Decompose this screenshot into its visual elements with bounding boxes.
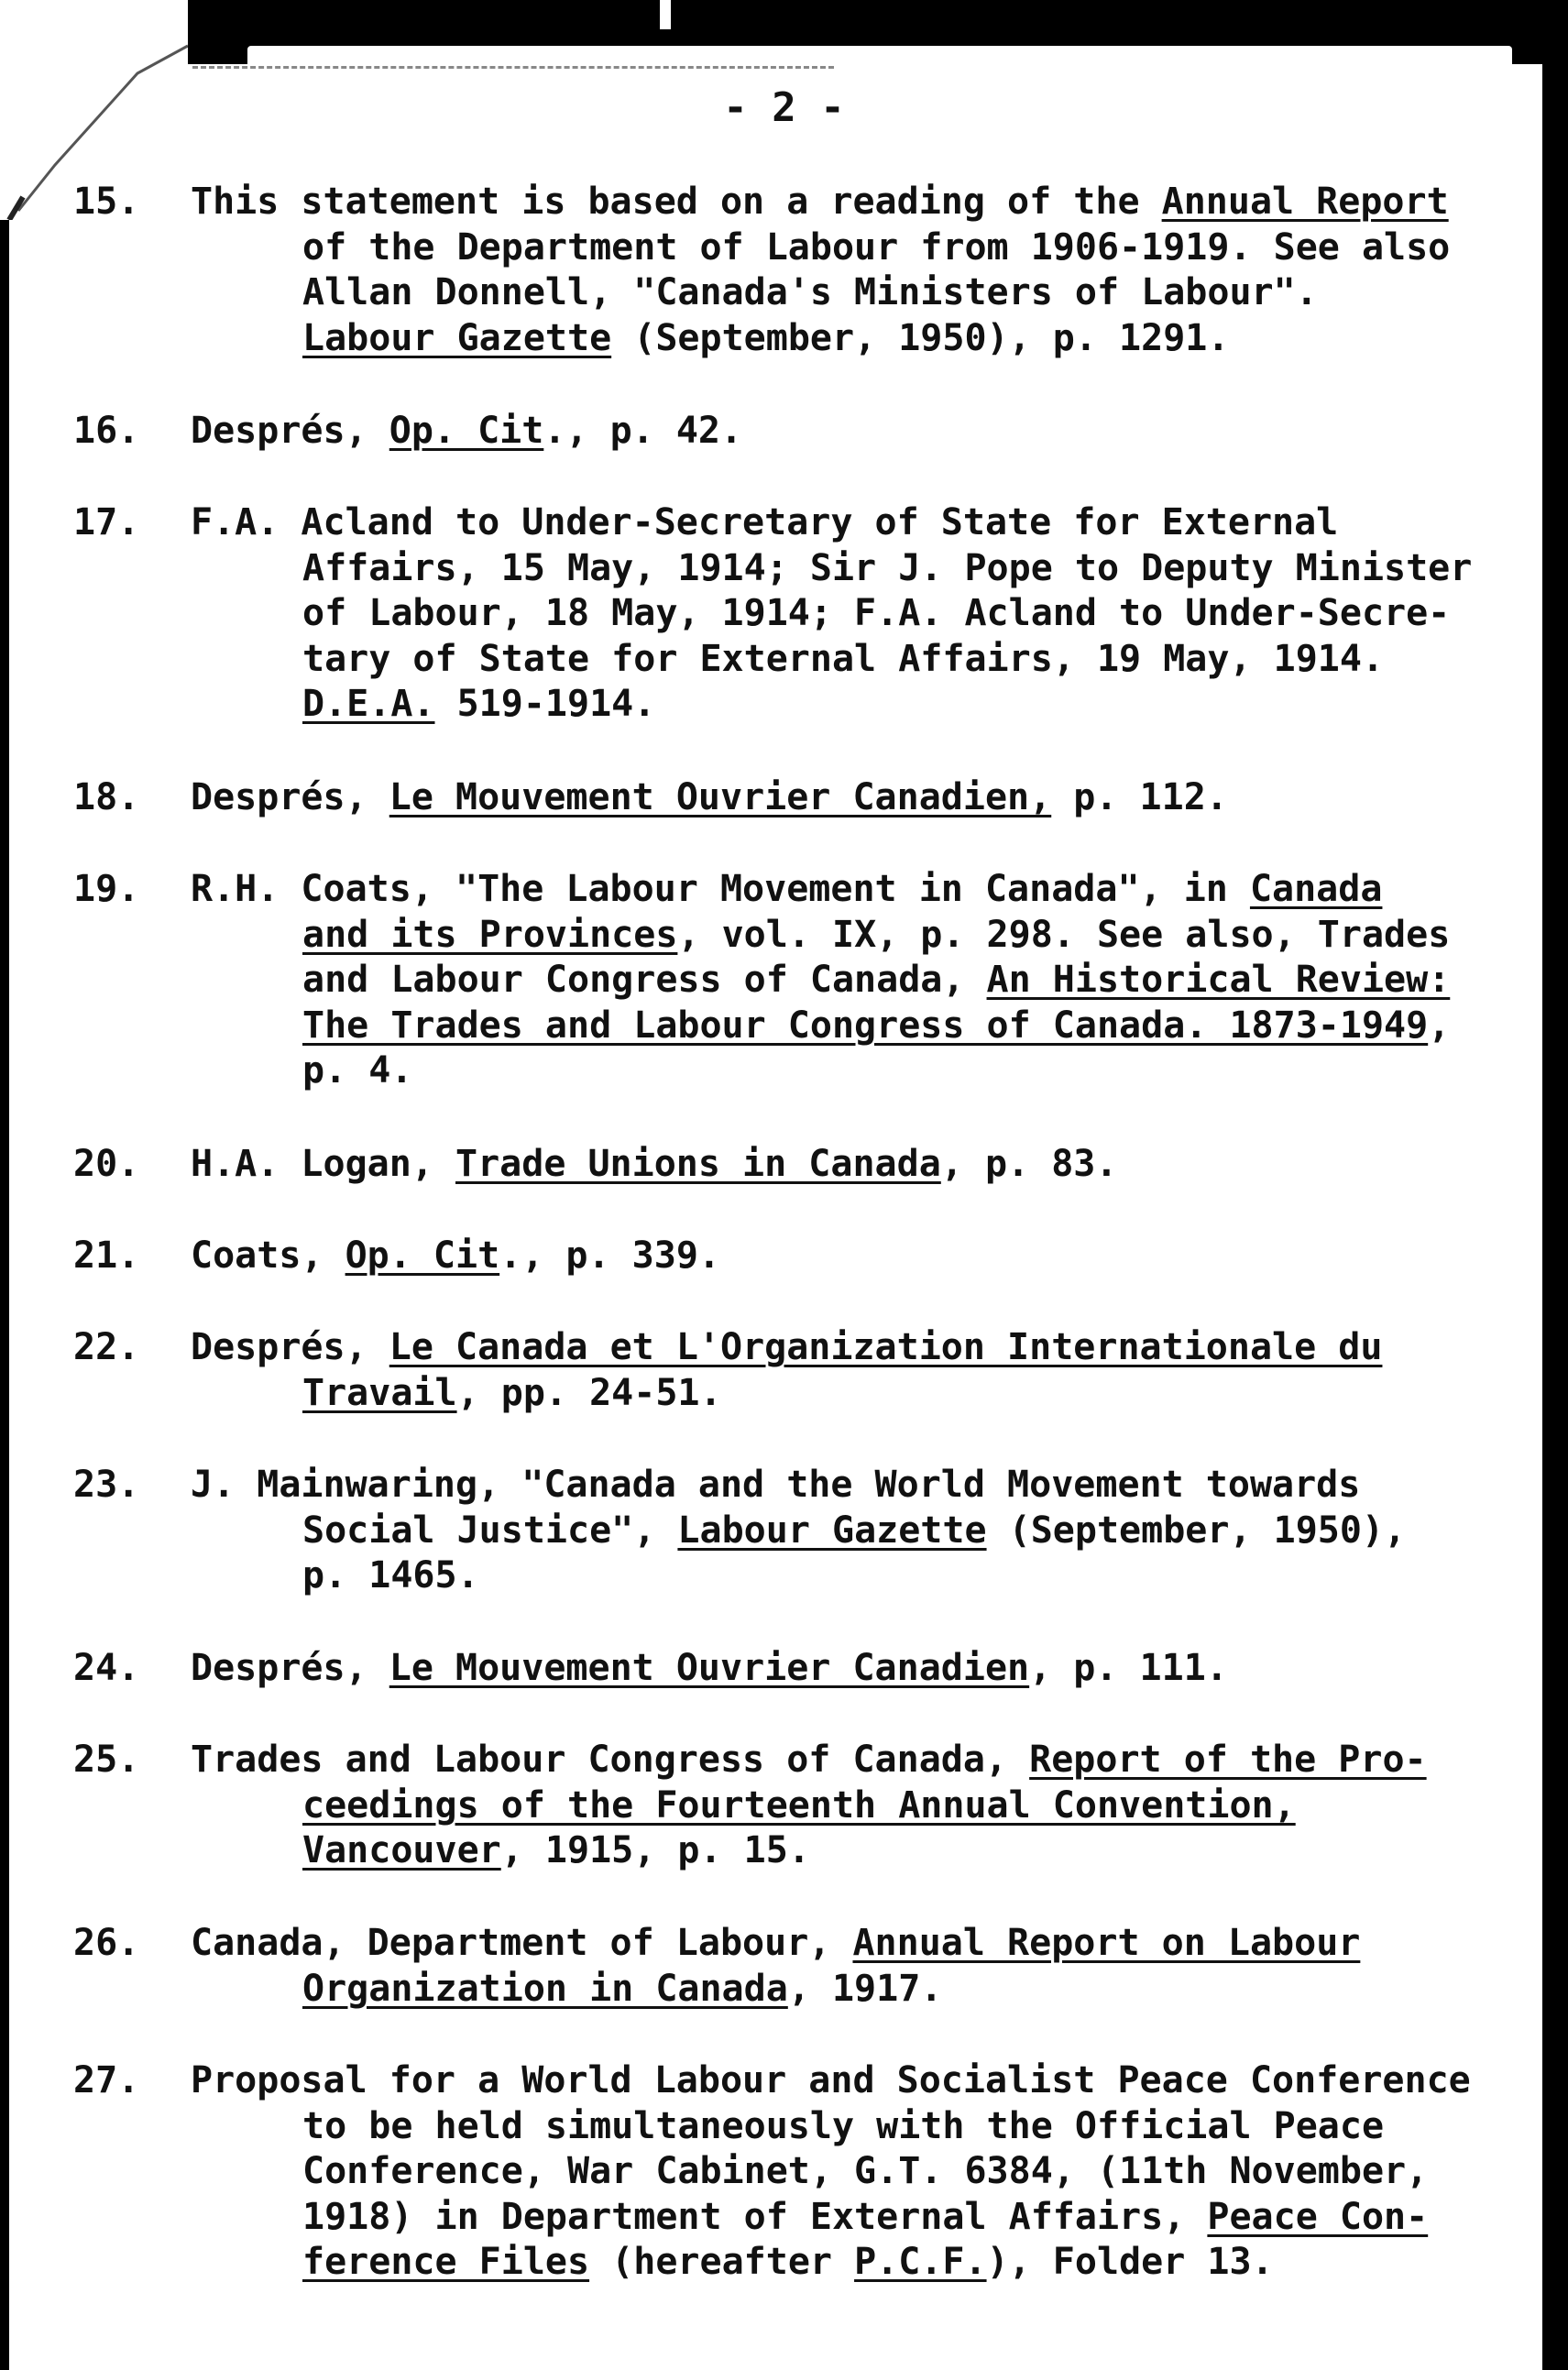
footnote-line [191, 1920, 1360, 1966]
footnote-text: R.H. Coats, "The Labour Movement in Canada", in [191, 868, 1250, 910]
footnote-text: of Labour, 18 May, 1914; F.A. Acland to Under-Secre- [302, 592, 1451, 634]
footnote-line [302, 1048, 412, 1093]
scan-border-top-inner [247, 46, 1512, 73]
footnote-line [302, 957, 1450, 1003]
footnote-text: , p. 111. [1029, 1647, 1228, 1689]
underlined-title: and its Provinces [302, 913, 678, 956]
footnote-line [191, 1462, 1360, 1508]
footnote-text: Allan Donnell, "Canada's Ministers of Labour". [302, 271, 1318, 313]
underlined-title: An Historical Review: [986, 959, 1451, 1001]
footnote-number: 19. [73, 868, 140, 910]
footnote-text: H.A. Logan, [191, 1143, 455, 1185]
footnote-line [302, 912, 1450, 958]
footnote-text: , [1428, 1004, 1451, 1047]
footnote-number: 24. [73, 1647, 140, 1689]
footnote-number: 22. [73, 1326, 140, 1368]
scan-notch [660, 0, 671, 29]
footnote-number: 16. [73, 410, 140, 452]
footnote-number: 18. [73, 776, 140, 818]
footnote-line [191, 408, 742, 454]
underlined-title: Travail [302, 1371, 457, 1414]
footnote-text: Després, [191, 410, 389, 452]
underlined-title: Trade Unions in Canada [455, 1143, 941, 1185]
footnote-number: 17. [73, 501, 140, 543]
footnote-line [302, 225, 1450, 270]
footnote-text: J. Mainwaring, "Canada and the World Movement towards [191, 1464, 1361, 1506]
footnote-text: p. 1465. [302, 1554, 479, 1596]
underlined-title: Le Mouvement Ouvrier Canadien [389, 1647, 1030, 1689]
footnote-line [302, 1553, 479, 1598]
footnote-line [302, 590, 1450, 636]
footnote-text: This statement is based on a reading of the [191, 181, 1162, 223]
footnote-line [302, 2148, 1428, 2194]
footnote-line [191, 1737, 1427, 1783]
underlined-title: Organization in Canada [302, 1967, 788, 2010]
footnote-line [302, 2194, 1428, 2240]
footnote-number: 21. [73, 1234, 140, 1277]
footnote-number: 27. [73, 2059, 140, 2101]
footnote-line [302, 1003, 1450, 1048]
footnote-line [302, 1966, 942, 2012]
underlined-title: ference Files [302, 2241, 590, 2283]
footnote-line [191, 1141, 1117, 1187]
underlined-title: The Trades and Labour Congress of Canada. 1873-1949 [302, 1004, 1429, 1047]
footnote-text: Canada, Department of Labour, [191, 1922, 853, 1964]
underlined-title: P.C.F. [854, 2241, 987, 2283]
underlined-title: Canada [1249, 868, 1383, 910]
footnote-text: (hereafter [589, 2241, 855, 2283]
underlined-title: Op. Cit [389, 410, 544, 452]
footnote-number: 23. [73, 1464, 140, 1506]
underlined-title: Labour Gazette [677, 1509, 987, 1552]
footnote-line [302, 315, 1229, 361]
footnote-text: , 1915, p. 15. [500, 1829, 810, 1871]
footnote-text: , pp. 24-51. [456, 1371, 722, 1414]
underlined-title: Le Canada et L'Organization Internationale du [389, 1326, 1383, 1368]
footnote-text: tary of State for External Affairs, 19 May, 1914. [302, 637, 1385, 680]
underlined-title: ceedings of the Fourteenth Annual Convention, [302, 1783, 1296, 1827]
footnote-text: Trades and Labour Congress of Canada, [191, 1739, 1030, 1781]
footnote-line [302, 2103, 1384, 2149]
footnote-text: Affairs, 15 May, 1914; Sir J. Pope to Deputy Minister [302, 546, 1473, 589]
footnote-text: ), Folder 13. [986, 2241, 1274, 2283]
footnote-text: of the Department of Labour from 1906-1919. See also [302, 225, 1451, 269]
scan-border-left [0, 220, 9, 2370]
footnote-number: 26. [73, 1922, 140, 1964]
footnote-text: Després, [191, 776, 389, 818]
footnote-text: Després, [191, 1647, 389, 1689]
footnote-line [302, 269, 1318, 315]
footnote-number: 20. [73, 1143, 140, 1185]
footnote-text: F.A. Acland to Under-Secretary of State for External [191, 501, 1339, 543]
footnote-text: ., p. 339. [499, 1234, 720, 1277]
underlined-title: Le Mouvement Ouvrier Canadien, [389, 776, 1052, 818]
page-number: - 2 - [723, 84, 845, 131]
underlined-title: Annual Report [1161, 181, 1449, 223]
footnote-line [302, 636, 1384, 682]
footnote-line [302, 1370, 722, 1416]
footnote-text: Coats, [191, 1234, 345, 1277]
footnote-text: Conference, War Cabinet, G.T. 6384, (11th November, [302, 2150, 1429, 2192]
footnote-line [191, 866, 1382, 912]
footnote-text: to be held simultaneously with the Official Peace [302, 2104, 1385, 2147]
footnote-text: , vol. IX, p. 298. See also, Trades [677, 913, 1451, 956]
footnote-text: Social Justice", [302, 1509, 678, 1552]
footnote-number: 25. [73, 1739, 140, 1781]
underlined-title: Labour Gazette [302, 316, 612, 359]
footnote-line [302, 545, 1472, 591]
footnote-text: and Labour Congress of Canada, [302, 959, 987, 1001]
underlined-title: Annual Report on Labour [852, 1922, 1361, 1964]
footnote-line [191, 1233, 720, 1278]
footnote-text: 519-1914. [434, 683, 656, 725]
underlined-title: Op. Cit [345, 1234, 500, 1277]
footnote-line [191, 1645, 1228, 1691]
footnote-text: Després, [191, 1326, 389, 1368]
scan-border-right [1542, 0, 1568, 2370]
underlined-title: Report of the Pro- [1029, 1739, 1427, 1781]
footnote-text: p. 112. [1051, 776, 1228, 818]
footnote-line [302, 681, 655, 727]
footnote-text: (September, 1950), [986, 1509, 1407, 1552]
footnote-line [191, 774, 1228, 820]
footnote-number: 15. [73, 181, 140, 223]
footnote-line [302, 1827, 810, 1873]
footnote-text: , 1917. [787, 1967, 943, 2010]
underlined-title: Peace Con- [1207, 2195, 1429, 2238]
underlined-title: Vancouver [302, 1829, 501, 1871]
footnote-line [191, 499, 1338, 545]
footnote-line [302, 2239, 1274, 2285]
footnote-line [302, 1783, 1296, 1828]
footnote-line [191, 1324, 1382, 1370]
footnote-text: ., p. 42. [543, 410, 743, 452]
footnote-text: (September, 1950), p. 1291. [611, 316, 1230, 359]
footnote-line [191, 2057, 1471, 2103]
footnote-line [191, 179, 1449, 225]
underlined-title: D.E.A. [302, 683, 435, 725]
footnote-text: Proposal for a World Labour and Socialist Peace Conference [191, 2059, 1471, 2101]
footnote-text: 1918) in Department of External Affairs, [302, 2195, 1208, 2238]
footnote-text: , p. 83. [940, 1143, 1118, 1185]
header-rule [192, 66, 834, 69]
footnote-text: p. 4. [302, 1049, 413, 1092]
footnote-line [302, 1508, 1406, 1553]
